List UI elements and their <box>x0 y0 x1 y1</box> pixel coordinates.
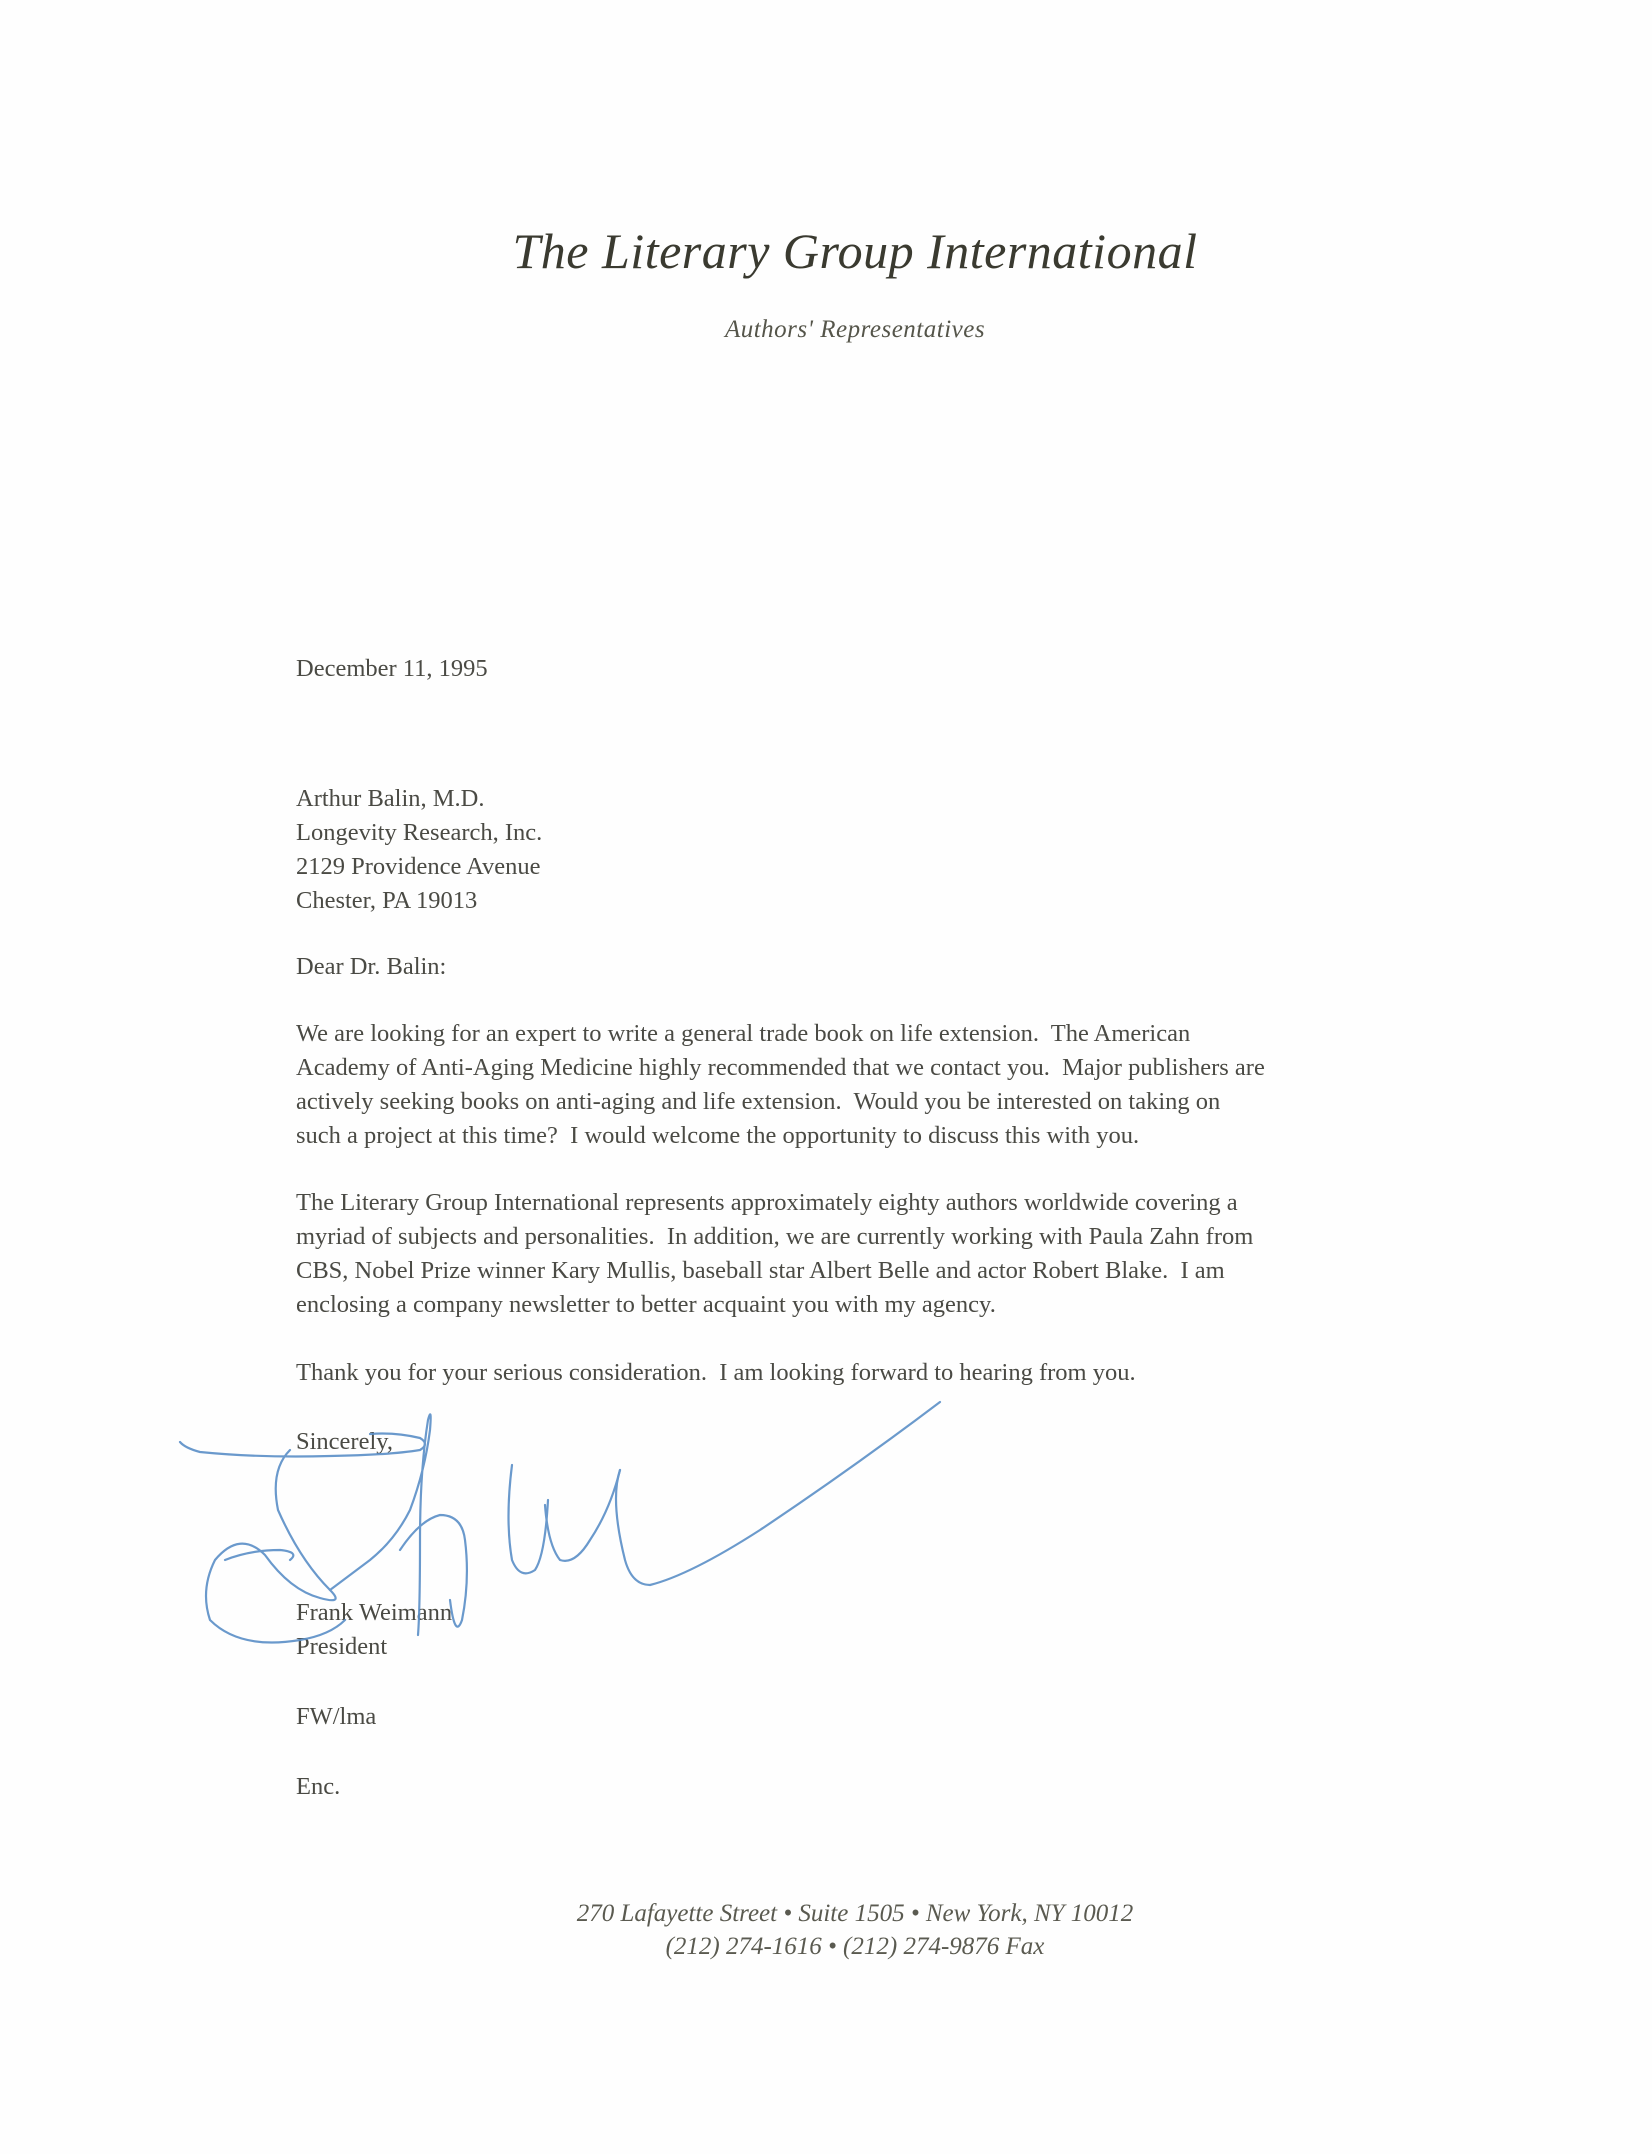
initials <box>296 1700 376 1734</box>
recipient-name: Arthur Balin, M.D. <box>296 785 485 812</box>
paragraph-line: Thank you for your serious consideration. I am looking forward to hearing from you. <box>296 1359 1136 1386</box>
closing <box>296 1425 393 1459</box>
paragraph-1 <box>296 1017 1265 1153</box>
letterhead-subtitle: Authors' Representatives <box>724 316 986 343</box>
signer-block <box>296 1596 452 1664</box>
paragraph-line: enclosing a company newsletter to better acquaint you with my agency. <box>296 1291 996 1318</box>
initials-text: FW/lma <box>296 1703 377 1730</box>
recipient-city: Chester, PA 19013 <box>296 887 478 914</box>
recipient-address <box>296 782 542 918</box>
paragraph-line: actively seeking books on anti-aging and life extension. Would you be interested on taking on <box>296 1088 1221 1115</box>
signer-name: Frank Weimann <box>296 1599 453 1626</box>
recipient-company: Longevity Research, Inc. <box>296 819 543 846</box>
salutation <box>296 950 446 984</box>
footer-address: 270 Lafayette Street • Suite 1505 • New York, NY 10012 <box>576 1900 1134 1927</box>
paragraph-line: CBS, Nobel Prize winner Kary Mullis, baseball star Albert Belle and actor Robert Blake. I am <box>296 1257 1225 1284</box>
enclosure <box>296 1770 340 1804</box>
letter-date <box>296 652 488 686</box>
paragraph-line: such a project at this time? I would welcome the opportunity to discuss this with you. <box>296 1122 1140 1149</box>
signer-title: President <box>296 1633 388 1660</box>
paragraph-3 <box>296 1356 1136 1390</box>
paragraph-line: Academy of Anti-Aging Medicine highly recommended that we contact you. Major publishers are <box>296 1054 1265 1081</box>
enclosure-text: Enc. <box>296 1773 341 1800</box>
paragraph-2 <box>296 1186 1253 1322</box>
paragraph-line: myriad of subjects and personalities. In addition, we are currently working with Paula Zahn from <box>296 1223 1254 1250</box>
date-text: December 11, 1995 <box>296 655 488 682</box>
letterhead-title: The Literary Group International <box>512 223 1198 279</box>
paragraph-line: We are looking for an expert to write a general trade book on life extension. The American <box>296 1020 1191 1047</box>
recipient-street: 2129 Providence Avenue <box>296 853 541 880</box>
footer-phone: (212) 274-1616 • (212) 274-9876 Fax <box>665 1933 1045 1960</box>
closing-text: Sincerely, <box>296 1428 394 1455</box>
paragraph-line: The Literary Group International represents approximately eighty authors worldwide covering a <box>296 1189 1238 1216</box>
salutation-text: Dear Dr. Balin: <box>296 953 447 980</box>
